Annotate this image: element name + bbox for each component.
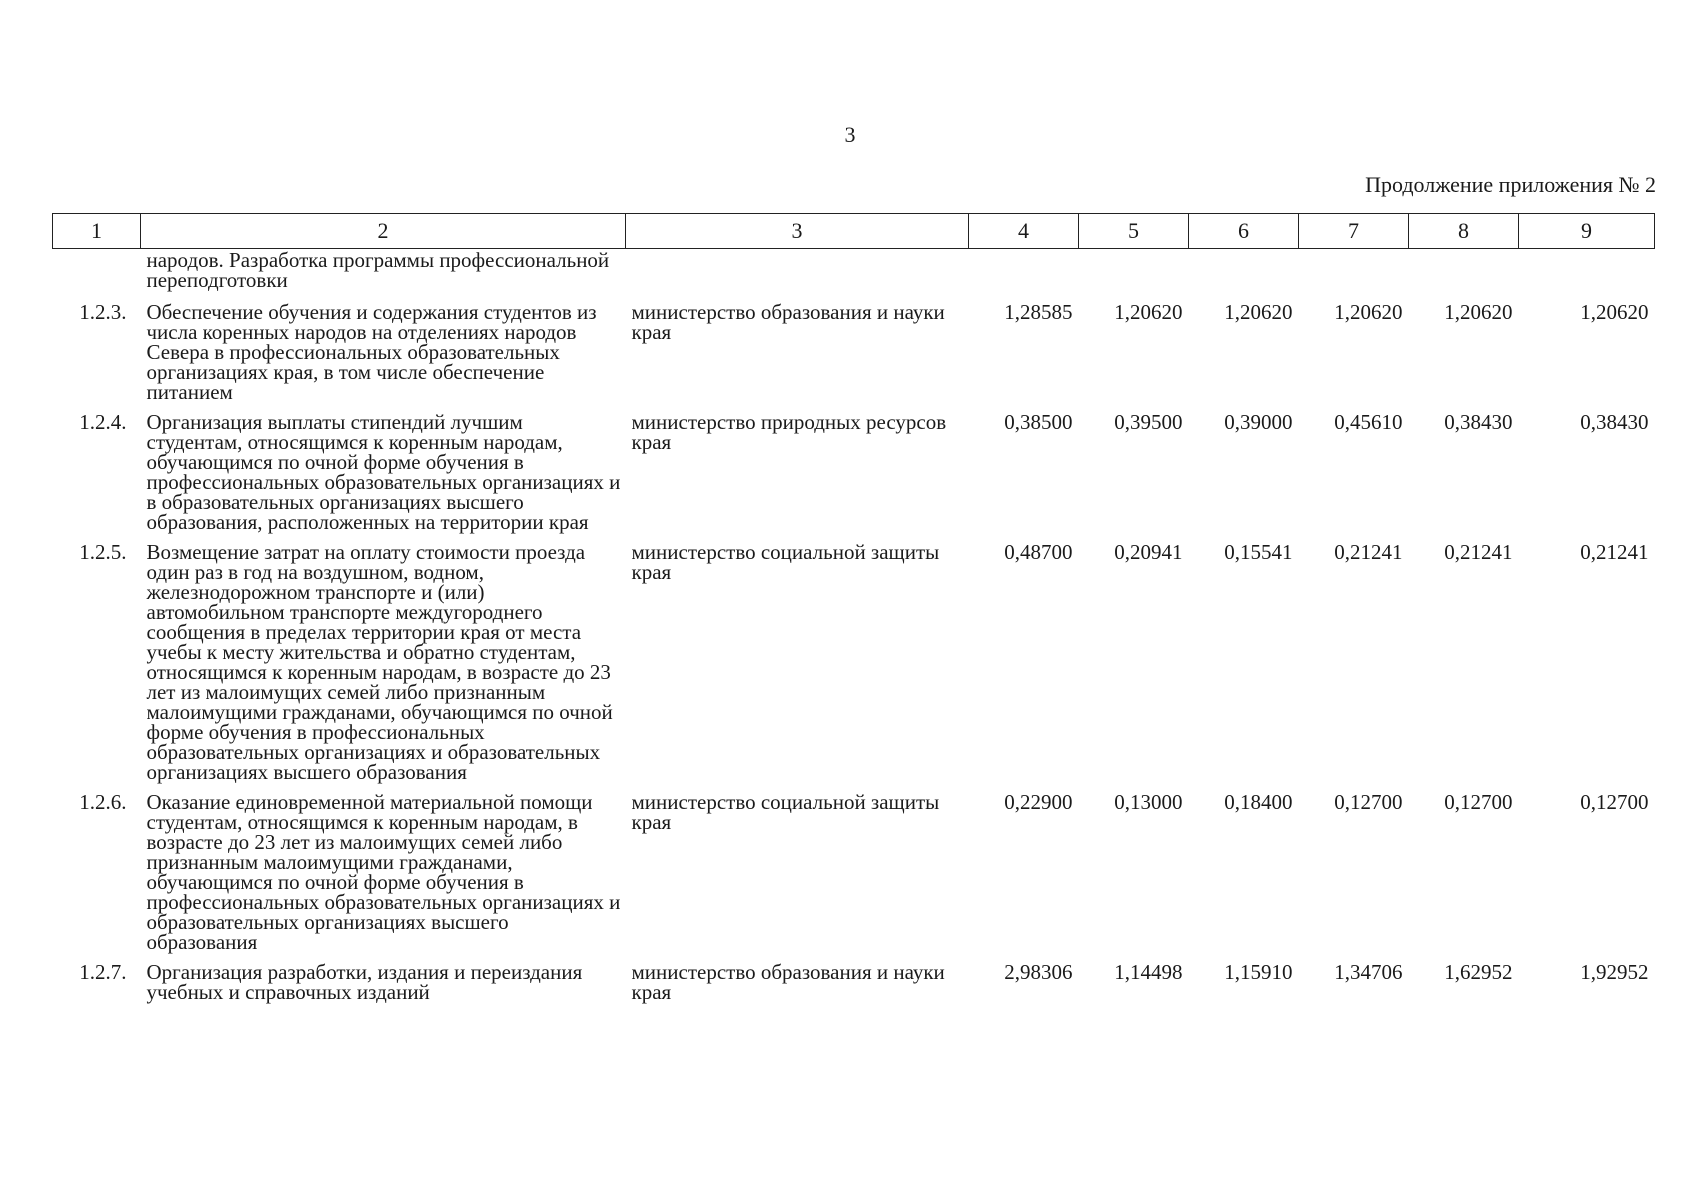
row-value: 0,45610	[1334, 410, 1403, 434]
data-table	[52, 213, 1655, 1002]
table-row	[53, 292, 1655, 402]
row-value: 1,14498	[1114, 960, 1183, 984]
row-value: 0,21241	[1334, 540, 1403, 564]
row-number: 1.2.6.	[79, 790, 127, 814]
row-value: 0,22900	[1004, 790, 1073, 814]
table-row	[53, 532, 1655, 782]
column-header: 3	[626, 214, 969, 249]
continued-row	[53, 249, 1655, 293]
row-description: Возмещение затрат на оплату стоимости проезда один раз в год на воздушном, водном, железнодорожном транспорте и (или) автомобильном транспорте междугороднего сообщения в пределах территории края от места учебы к месту жительства и обратно студентам, относящимся к коренным народам, в возрасте до 23 лет из малоимущих семей либо признанным малоимущими гражданами, обучающимся по очной форме обучения в профессиональных образовательных организациях и образовательных организациях высшего образования	[146, 540, 613, 784]
row-number: 1.2.3.	[79, 300, 127, 324]
row-value: 0,48700	[1004, 540, 1073, 564]
row-value: 1,28585	[1004, 300, 1073, 324]
row-number: 1.2.7.	[79, 960, 127, 984]
row-value: 0,38430	[1444, 410, 1513, 434]
row-value: 1,20620	[1334, 300, 1403, 324]
column-header: 4	[969, 214, 1079, 249]
row-value: 0,21241	[1444, 540, 1513, 564]
column-header: 9	[1519, 214, 1655, 249]
row-value: 0,13000	[1114, 790, 1183, 814]
row-value: 0,12700	[1580, 790, 1649, 814]
row-value: 0,20941	[1114, 540, 1183, 564]
row-description: Организация выплаты стипендий лучшим студентам, относящимся к коренным народам, обучающимся по очной форме обучения в профессиональных образовательных организациях и в образовательных организациях высшего образования, расположенных на территории края	[146, 410, 621, 534]
column-header: 5	[1079, 214, 1189, 249]
row-value: 0,38430	[1580, 410, 1649, 434]
row-value: 0,12700	[1444, 790, 1513, 814]
row-value: 1,20620	[1224, 300, 1293, 324]
table-row	[53, 402, 1655, 532]
row-description: Оказание единовременной материальной помощи студентам, относящимся к коренным народам, в возрасте до 23 лет из малоимущих семей либо признанным малоимущими гражданами, обучающимся по очной форме обучения в профессиональных образовательных организациях и образовательных организациях высшего образования	[146, 790, 621, 954]
row-number: 1.2.5.	[79, 540, 127, 564]
row-value: 0,39000	[1224, 410, 1293, 434]
column-header: 1	[53, 214, 141, 249]
row-value: 1,20620	[1580, 300, 1649, 324]
row-description: Организация разработки, издания и переиздания учебных и справочных изданий	[146, 960, 583, 1004]
row-value: 0,39500	[1114, 410, 1183, 434]
row-value: 0,18400	[1224, 790, 1293, 814]
continued-description: народов. Разработка программы профессиональной переподготовки	[146, 248, 610, 292]
table-row	[53, 782, 1655, 952]
row-value: 1,34706	[1334, 960, 1403, 984]
row-executor: министерство образования и науки края	[631, 300, 945, 344]
row-number: 1.2.4.	[79, 410, 127, 434]
row-value: 1,92952	[1580, 960, 1649, 984]
page-number: 3	[844, 122, 856, 147]
row-value: 1,62952	[1444, 960, 1513, 984]
row-executor: министерство социальной защиты края	[631, 790, 940, 834]
table-header-row	[53, 214, 1655, 249]
row-executor: министерство образования и науки края	[631, 960, 945, 1004]
continuation-label: Продолжение приложения № 2	[1365, 172, 1656, 197]
row-value: 2,98306	[1004, 960, 1073, 984]
table-row	[53, 952, 1655, 1002]
row-executor: министерство природных ресурсов края	[631, 410, 947, 454]
row-value: 1,20620	[1114, 300, 1183, 324]
row-value: 0,21241	[1580, 540, 1649, 564]
row-value: 0,38500	[1004, 410, 1073, 434]
row-value: 0,12700	[1334, 790, 1403, 814]
column-header: 2	[141, 214, 626, 249]
column-header: 6	[1189, 214, 1299, 249]
row-value: 0,15541	[1224, 540, 1293, 564]
row-value: 1,15910	[1224, 960, 1293, 984]
row-executor: министерство социальной защиты края	[631, 540, 940, 584]
row-value: 1,20620	[1444, 300, 1513, 324]
column-header: 8	[1409, 214, 1519, 249]
column-header: 7	[1299, 214, 1409, 249]
row-description: Обеспечение обучения и содержания студентов из числа коренных народов на отделениях народов Севера в профессиональных образовательных организациях края, в том числе обеспечение питанием	[146, 300, 597, 404]
